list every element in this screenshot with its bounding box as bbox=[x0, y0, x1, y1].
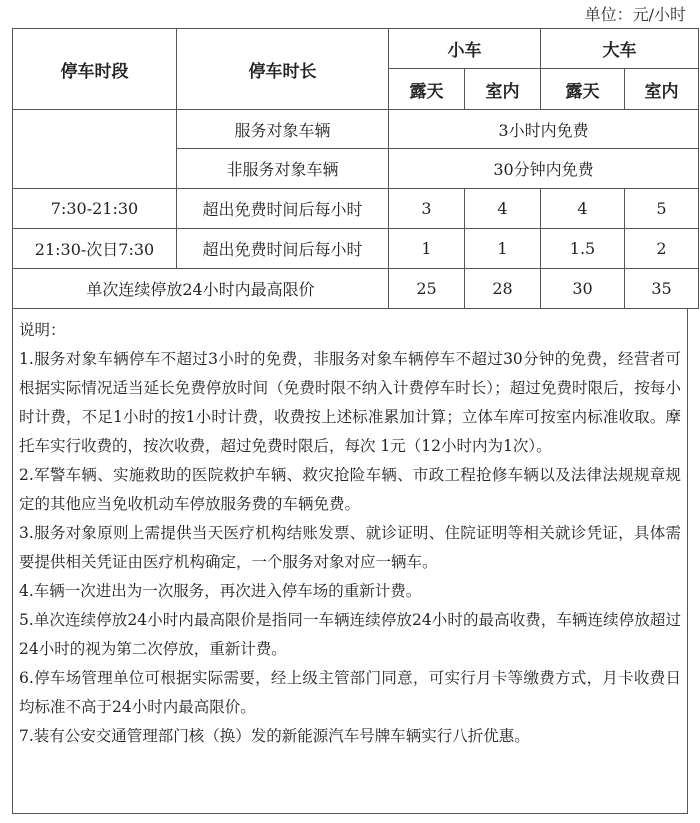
max-small-open-air: 25 bbox=[389, 269, 465, 309]
day-large-indoor: 5 bbox=[625, 189, 699, 229]
service-vehicle-free: 3小时内免费 bbox=[389, 110, 699, 149]
night-large-indoor: 2 bbox=[625, 229, 699, 269]
header-large-car: 大车 bbox=[541, 29, 699, 69]
header-small-car: 小车 bbox=[389, 29, 541, 69]
blank-period-cell bbox=[13, 110, 177, 189]
non-service-vehicle-label: 非服务对象车辆 bbox=[177, 149, 389, 189]
notes-title: 说明： bbox=[19, 321, 66, 339]
service-vehicle-label: 服务对象车辆 bbox=[177, 110, 389, 149]
header-large-open-air: 露天 bbox=[541, 69, 625, 110]
day-period: 7:30-21:30 bbox=[13, 189, 177, 229]
non-service-vehicle-free: 30分钟内免费 bbox=[389, 149, 699, 189]
header-small-indoor: 室内 bbox=[465, 69, 541, 110]
note-item-7: 7.装有公安交通管理部门核（换）发的新能源汽车号牌车辆实行八折优惠。 bbox=[19, 727, 530, 745]
note-item-5: 5.单次连续停放24小时内最高限价是指同一车辆连续停放24小时的最高收费，车辆连续停放超过24小时的视为第二次停放，重新计费。 bbox=[19, 611, 681, 658]
night-period: 21:30-次日7:30 bbox=[13, 229, 177, 269]
day-small-open-air: 3 bbox=[389, 189, 465, 229]
max-large-open-air: 30 bbox=[541, 269, 625, 309]
parking-fee-table bbox=[12, 28, 699, 309]
unit-label: 单位：元/小时 bbox=[584, 5, 686, 24]
night-small-indoor: 1 bbox=[465, 229, 541, 269]
max-small-indoor: 28 bbox=[465, 269, 541, 309]
night-label: 超出免费时间后每小时 bbox=[177, 229, 389, 269]
header-small-open-air: 露天 bbox=[389, 69, 465, 110]
notes-section bbox=[12, 308, 688, 814]
header-large-indoor: 室内 bbox=[625, 69, 699, 110]
day-label: 超出免费时间后每小时 bbox=[177, 189, 389, 229]
note-item-6: 6.停车场管理单位可根据实际需要，经上级主管部门同意，可实行月卡等缴费方式，月卡收费日均标准不高于24小时内最高限价。 bbox=[19, 669, 681, 716]
header-period: 停车时段 bbox=[13, 29, 177, 110]
day-large-open-air: 4 bbox=[541, 189, 625, 229]
night-large-open-air: 1.5 bbox=[541, 229, 625, 269]
max-price-label: 单次连续停放24小时内最高限价 bbox=[13, 269, 389, 309]
note-item-4: 4.车辆一次进出为一次服务，再次进入停车场的重新计费。 bbox=[19, 582, 422, 600]
note-item-3: 3.服务对象原则上需提供当天医疗机构结账发票、就诊证明、住院证明等相关就诊凭证，具体需要提供相关凭证由医疗机构确定，一个服务对象对应一辆车。 bbox=[19, 524, 681, 571]
max-large-indoor: 35 bbox=[625, 269, 699, 309]
note-item-1: 1.服务对象车辆停车不超过3小时的免费，非服务对象车辆停车不超过30分钟的免费，经营者可根据实际情况适当延长免费停放时间（免费时限不纳入计费停车时长）；超过免费时限后，按每小时计费，不足1小时的按1小时计费，收费按上述标准累加计算；立体车库可按室内标准收取。摩托车实行收费的，按次收费，超过免费时限后，每次 1元（12小时内为1次）。 bbox=[19, 350, 681, 455]
note-item-2: 2.军警车辆、实施救助的医院救护车辆、救灾抢险车辆、市政工程抢修车辆以及法律法规规章规定的其他应当免收机动车停放服务费的车辆免费。 bbox=[19, 466, 681, 513]
night-small-open-air: 1 bbox=[389, 229, 465, 269]
header-duration: 停车时长 bbox=[177, 29, 389, 110]
day-small-indoor: 4 bbox=[465, 189, 541, 229]
